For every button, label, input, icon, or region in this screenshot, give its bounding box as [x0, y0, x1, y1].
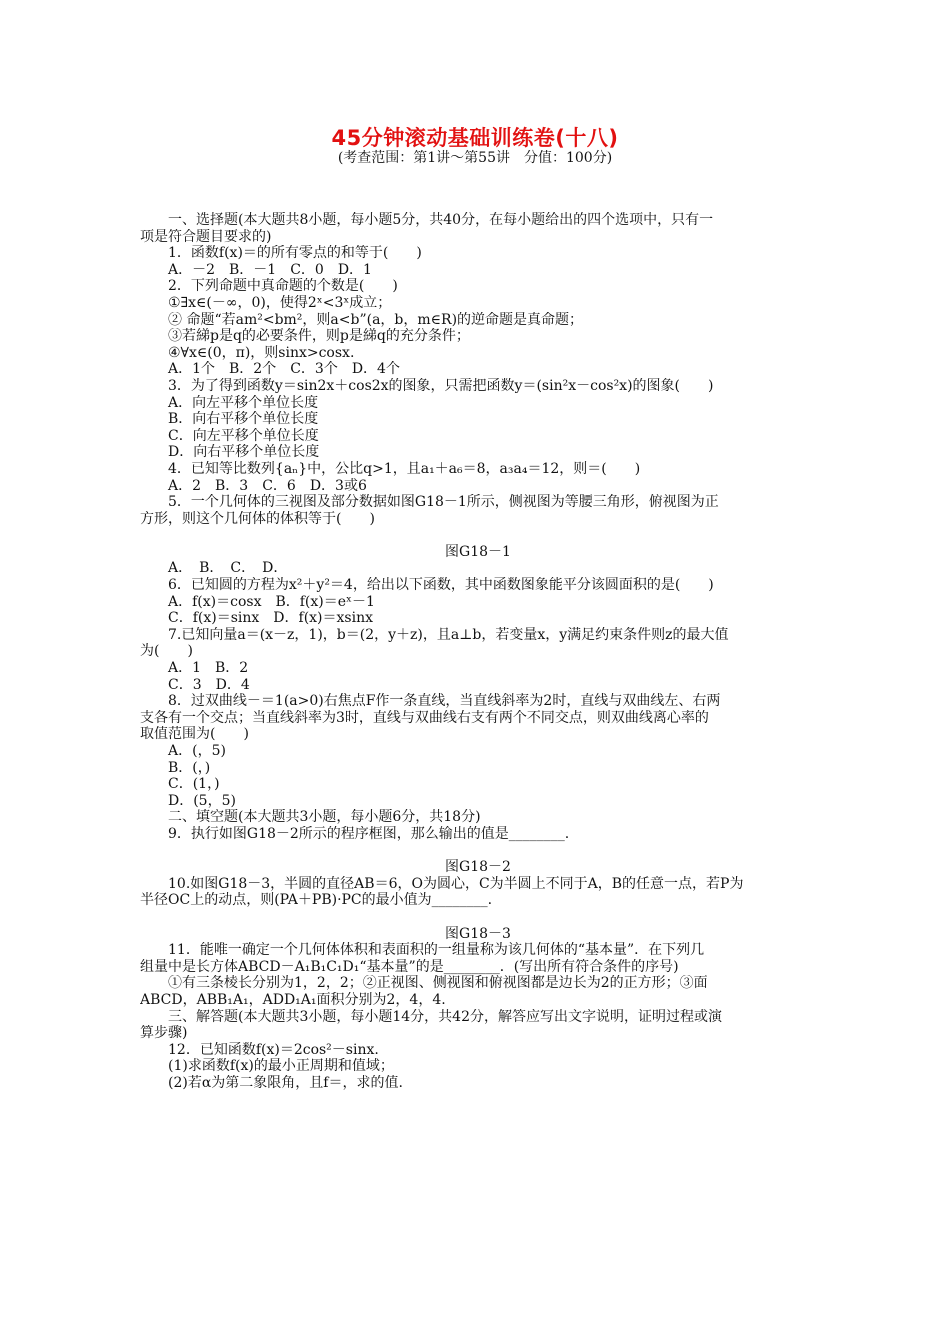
text-line: 项是符合题目要求的) — [140, 228, 272, 245]
text-line: 支各有一个交点；当直线斜率为3时，直线与双曲线右支有两个不同交点，则双曲线离心率的 — [140, 709, 709, 726]
text-line: ④∀x∈(0，π)，则sinx>cosx. — [168, 344, 355, 361]
question-stem: 5．一个几何体的三视图及部分数据如图G18－1所示，侧视图为等腰三角形，俯视图为正 — [168, 494, 719, 511]
text-line: 组量中是长方体ABCD－A₁B₁C₁D₁“基本量”的是________．(写出所有符合条件的序号) — [140, 958, 679, 975]
answer-option: C．(1，) — [168, 776, 220, 793]
answer-options: A．1个 B．2个 C．3个 D．4个 — [168, 361, 400, 378]
section-heading: 二、填空题(本大题共3小题，每小题6分，共18分) — [168, 809, 481, 826]
answer-options: A．1 B．2 — [168, 660, 249, 677]
answer-option: C．向左平移个单位长度 — [168, 427, 319, 444]
page-subtitle: (考查范围：第1讲～第55讲 分值：100分) — [337, 150, 613, 166]
figure-caption: 图G18－2 — [445, 859, 511, 876]
answer-options: C．f(x)＝sinx D．f(x)＝xsinx — [168, 610, 373, 627]
question-stem: 8．过双曲线－＝1(a>0)右焦点F作一条直线，当直线斜率为2时，直线与双曲线左、右两 — [168, 693, 721, 710]
question-stem: 7.已知向量a＝(x－z，1)，b＝(2，y＋z)，且a⊥b，若变量x，y满足约束条件则z的最大值 — [168, 626, 729, 643]
answer-option: D．向右平移个单位长度 — [168, 444, 320, 461]
text-line: 为( ) — [140, 643, 193, 660]
answer-option: B．(，) — [168, 759, 211, 776]
text-line: ABCD，ABB₁A₁，ADD₁A₁面积分别为2，4，4. — [140, 991, 446, 1008]
answer-options: A．－2 B．－1 C．0 D．1 — [168, 261, 372, 278]
text-line: 取值范围为( ) — [140, 726, 249, 743]
figure-caption: 图G18－1 — [445, 543, 511, 560]
question-stem: 10.如图G18－3，半圆的直径AB＝6，O为圆心，C为半圆上不同于A，B的任意一点，若P为 — [168, 875, 744, 892]
answer-option: A．向左平移个单位长度 — [168, 394, 319, 411]
text-line: ③若綈p是q的必要条件，则p是綈q的充分条件； — [168, 328, 470, 345]
answer-options: A． B． C． D． — [168, 560, 288, 577]
section-heading: 一、选择题(本大题共8小题，每小题5分，共40分，在每小题给出的四个选项中，只有一 — [168, 212, 714, 228]
text-line: 方形，则这个几何体的体积等于( ) — [140, 510, 375, 527]
answer-option: B．向右平移个单位长度 — [168, 411, 319, 428]
text-line: ①有三条棱长分别为1，2，2；②正视图、侧视图和俯视图都是边长为2的正方形；③面 — [168, 975, 708, 992]
answer-option: D．(5，5) — [168, 792, 236, 809]
answer-options: C．3 D．4 — [168, 676, 250, 693]
question-stem: 9．执行如图G18－2所示的程序框图，那么输出的值是________. — [168, 825, 570, 842]
page-title: 45分钟滚动基础训练卷(十八) — [331, 126, 619, 150]
question-stem: 6．已知圆的方程为x²＋y²＝4，给出以下函数，其中函数图象能平分该圆面积的是( ) — [168, 577, 714, 594]
document-body — [140, 212, 816, 1091]
question-stem: 1．函数f(x)＝的所有零点的和等于( ) — [168, 245, 422, 262]
question-stem: 12．已知函数f(x)＝2cos²－sinx. — [168, 1041, 379, 1058]
text-line: 半径OC上的动点，则(PA＋PB)·PC的最小值为________. — [140, 892, 493, 909]
sub-question: (1)求函数f(x)的最小正周期和值域； — [168, 1058, 394, 1075]
text-line: ② 命题“若am²<bm²，则a<b”(a，b，m∈R)的逆命题是真命题； — [168, 311, 584, 328]
question-stem: 4．已知等比数列{aₙ}中，公比q>1，且a₁＋a₆＝8，a₃a₄＝12，则＝( ) — [168, 460, 641, 477]
text-line: 算步骤) — [140, 1025, 188, 1042]
question-stem: 2．下列命题中真命题的个数是( ) — [168, 278, 398, 295]
figure-caption: 图G18－3 — [445, 925, 511, 942]
answer-options: A．f(x)＝cosx B．f(x)＝eˣ－1 — [168, 593, 375, 610]
answer-option: A．(，5) — [168, 743, 226, 759]
answer-options: A．2 B．3 C．6 D．3或6 — [168, 477, 367, 494]
sub-question: (2)若α为第二象限角，且f＝，求的值. — [168, 1074, 403, 1091]
text-line: ①∃x∈(－∞，0)，使得2ˣ<3ˣ成立； — [168, 294, 392, 311]
question-stem: 11．能唯一确定一个几何体体积和表面积的一组量称为该几何体的“基本量”．在下列几 — [168, 942, 705, 959]
section-heading: 三、解答题(本大题共3小题，每小题14分，共42分，解答应写出文字说明，证明过程或演 — [168, 1008, 722, 1025]
question-stem: 3．为了得到函数y＝sin2x＋cos2x的图象，只需把函数y＝(sin²x－cos²x)的图象( ) — [168, 377, 714, 394]
